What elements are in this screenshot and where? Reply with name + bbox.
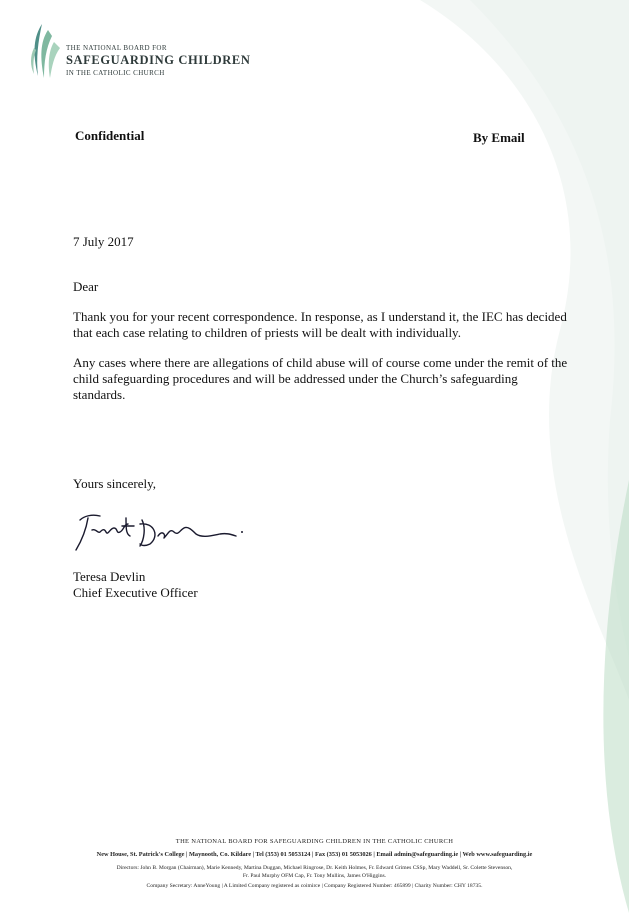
letterhead-line-3: IN THE CATHOLIC CHURCH: [66, 69, 165, 77]
salutation: Dear: [73, 279, 99, 294]
footer-directors-continued: Fr. Paul Murphy OFM Cap, Fr. Tony Mullins, James O'Higgins.: [242, 873, 387, 879]
signer-title: Chief Executive Officer: [73, 585, 198, 600]
footer-company-info: Company Secretary: AnneYoung | A Limited Company registered as coimirce | Company Registered Number: 465899 | Charity Number: CHY 18735.: [146, 883, 483, 889]
footer-title: THE NATIONAL BOARD FOR SAFEGUARDING CHILDREN IN THE CATHOLIC CHURCH: [175, 838, 454, 845]
footer-address: New House, St. Patrick's College | Maynooth, Co. Kildare | Tel (353) 01 5053124 | Fax (353) 01 5053026 | Email admin@safeguarding.ie | Web www.safeguarding.ie: [96, 851, 533, 858]
letterhead-org-name: SAFEGUARDING CHILDREN: [66, 53, 251, 67]
letter-date: 7 July 2017: [73, 234, 134, 249]
footer-directors: Directors: John B. Morgan (Chairman), Marie Kennedy, Martina Duggan, Michael Ringrose, Dr. Keith Holmes, Fr. Edward Grimes CSSp, Mary Waddell, Sr. Colette Stevenson,: [116, 865, 513, 871]
handwritten-signature: [70, 506, 250, 556]
letterhead-line-1: THE NATIONAL BOARD FOR: [66, 44, 167, 52]
body-paragraph: Any cases where there are allegations of child abuse will of course come under the remit of the child safeguarding procedures and will be addressed under the Church’s safeguarding standards.: [73, 355, 568, 402]
delivery-method: By Email: [473, 130, 525, 145]
body-paragraph: Thank you for your recent correspondence. In response, as I understand it, the IEC has decided that each case relating to children of priests will be dealt with individually.: [73, 309, 567, 340]
signer-name: Teresa Devlin: [73, 569, 146, 584]
closing: Yours sincerely,: [73, 476, 157, 491]
logo-icon: [28, 22, 62, 80]
confidential-label: Confidential: [75, 128, 145, 143]
